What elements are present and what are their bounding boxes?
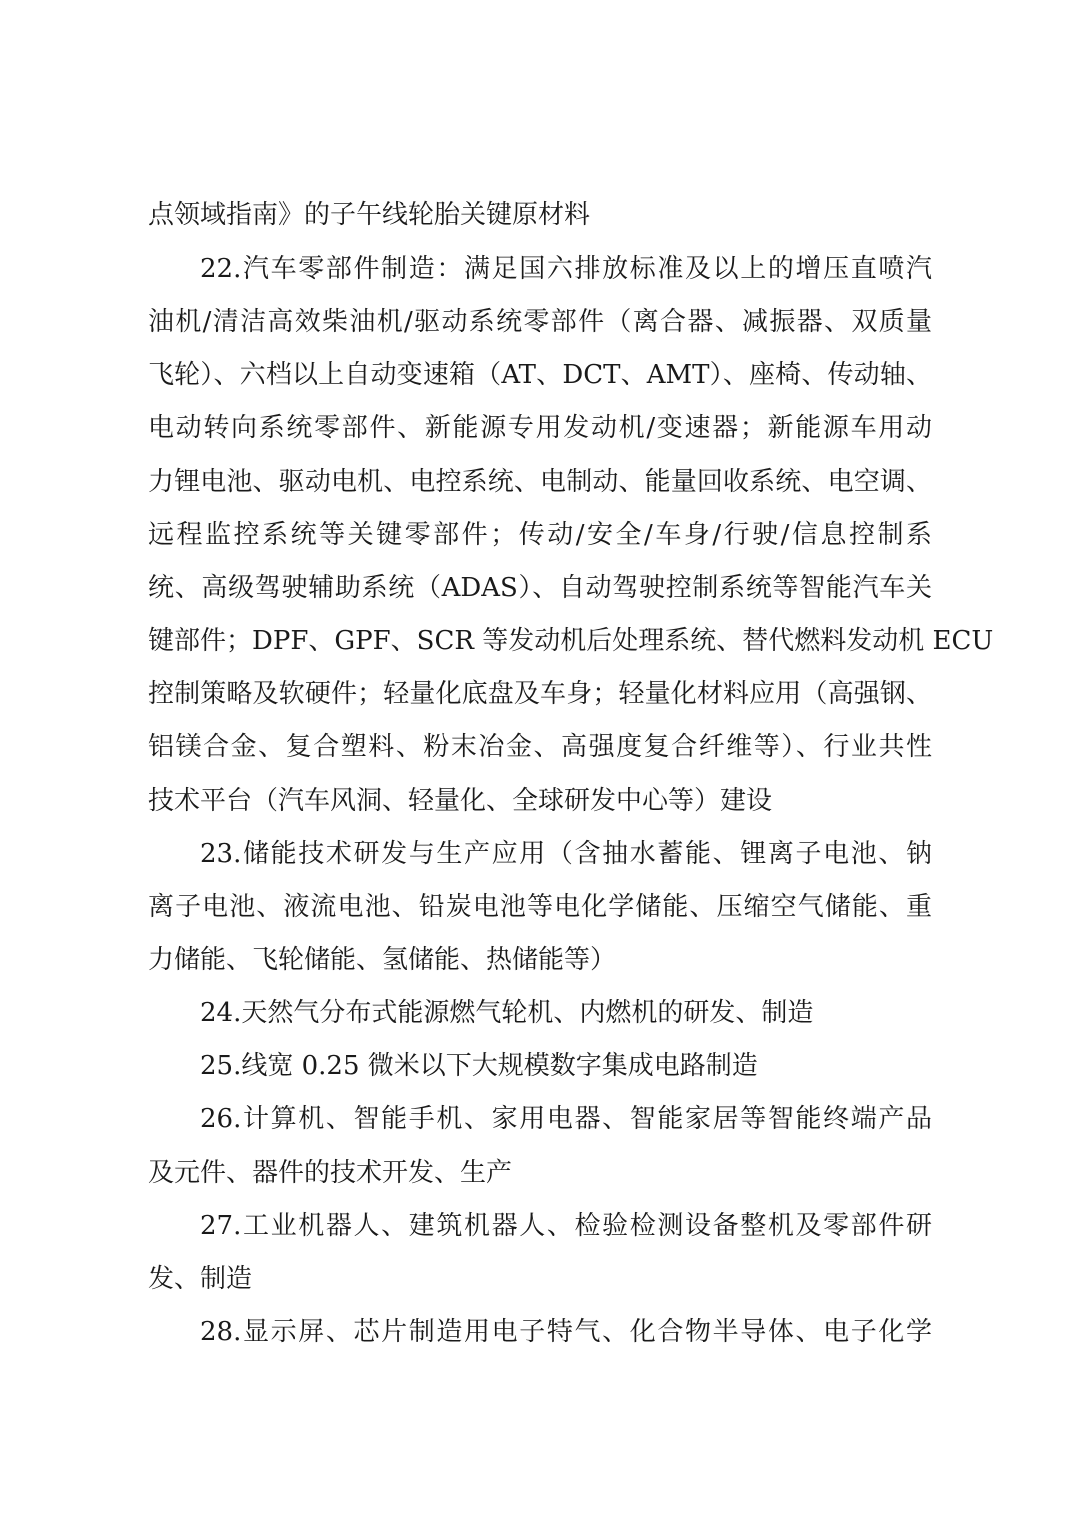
text-line-8: 统、高级驾驶辅助系统（ADAS）、自动驾驶控制系统等智能汽车关 [148,573,932,603]
text-line-19: 及元件、器件的技术开发、生产 [148,1158,513,1188]
text-line-6: 力锂电池、驱动电机、电控系统、电制动、能量回收系统、电空调、 [148,467,932,497]
text-line-15: 力储能、飞轮储能、氢储能、热储能等） [148,945,617,975]
text-line-1: 点领域指南》的子午线轮胎关键原材料 [148,200,591,230]
text-line-3: 油机/清洁高效柴油机/驱动系统零部件（离合器、减振器、双质量 [148,307,932,337]
text-line-12: 技术平台（汽车风洞、轻量化、全球研发中心等）建设 [148,786,773,816]
item-28-heading-line: 28.显示屏、芯片制造用电子特气、化合物半导体、电子化学 [200,1317,932,1347]
item-24-line: 24.天然气分布式能源燃气轮机、内燃机的研发、制造 [200,998,814,1028]
item-27-heading-line: 27.工业机器人、建筑机器人、检验检测设备整机及零部件研 [200,1211,932,1241]
text-line-9: 键部件；DPF、GPF、SCR 等发动机后处理系统、替代燃料发动机 ECU [148,626,994,656]
text-line-21: 发、制造 [148,1264,253,1294]
item-23-heading-line: 23.储能技术研发与生产应用（含抽水蓄能、锂离子电池、钠 [200,839,932,869]
text-line-11: 铝镁合金、复合塑料、粉末冶金、高强度复合纤维等）、行业共性 [148,732,932,762]
text-line-4: 飞轮）、六档以上自动变速箱（AT、DCT、AMT）、座椅、传动轴、 [148,360,932,390]
item-22-heading-line: 22.汽车零部件制造：满足国六排放标准及以上的增压直喷汽 [200,254,932,284]
text-line-5: 电动转向系统零部件、新能源专用发动机/变速器；新能源车用动 [148,413,932,443]
item-25-line: 25.线宽 0.25 微米以下大规模数字集成电路制造 [200,1051,758,1081]
text-line-7: 远程监控系统等关键零部件；传动/安全/车身/行驶/信息控制系 [148,520,932,550]
text-line-14: 离子电池、液流电池、铅炭电池等电化学储能、压缩空气储能、重 [148,892,932,922]
text-line-10: 控制策略及软硬件；轻量化底盘及车身；轻量化材料应用（高强钢、 [148,679,932,709]
item-26-heading-line: 26.计算机、智能手机、家用电器、智能家居等智能终端产品 [200,1104,932,1134]
